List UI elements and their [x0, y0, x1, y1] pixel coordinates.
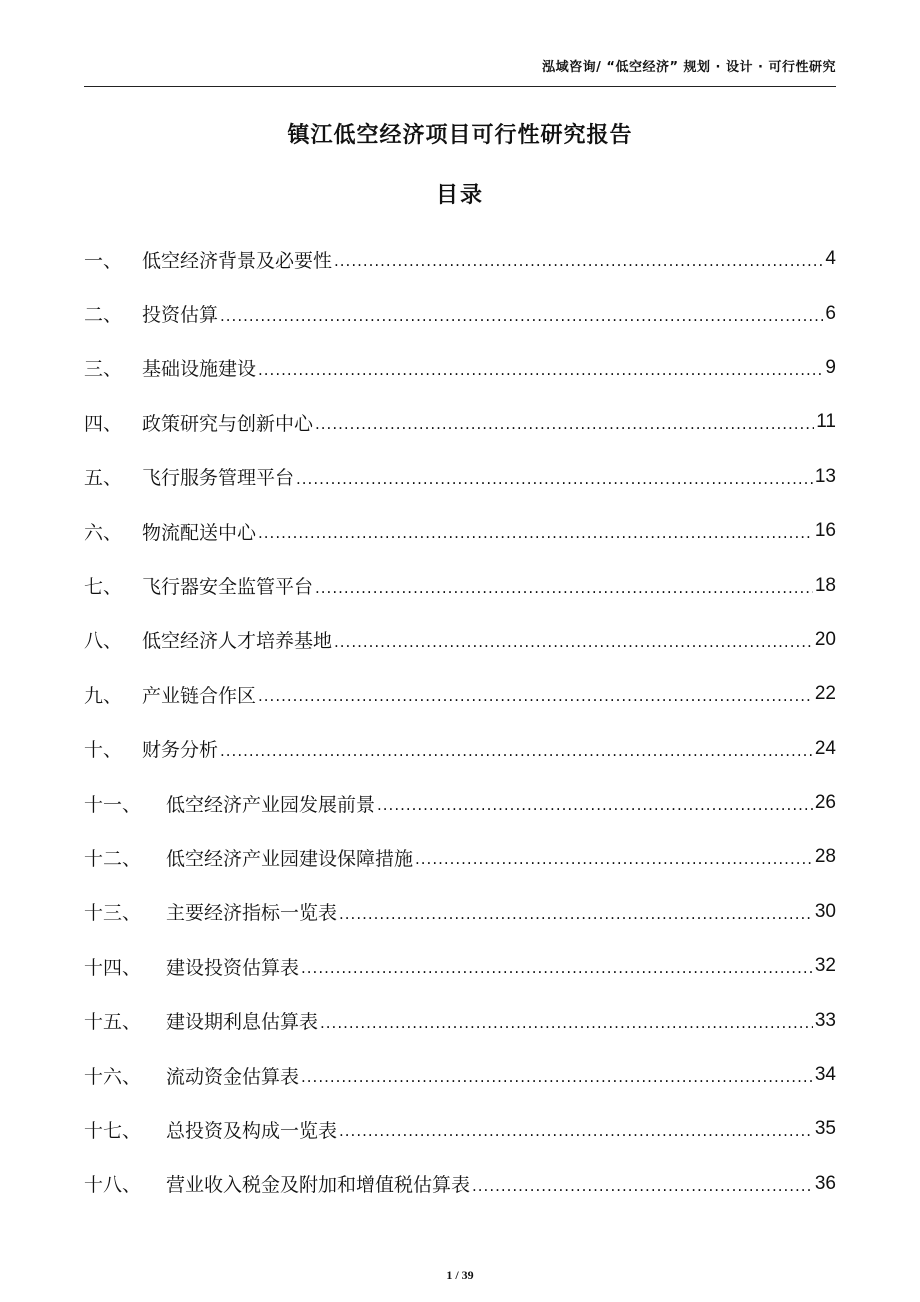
toc-entry-title: 产业链合作区 [142, 684, 257, 707]
toc-leader-dots [415, 850, 813, 868]
toc-entry-title: 财务分析 [142, 739, 219, 762]
toc-leader-dots [315, 579, 813, 597]
toc-entry[interactable] [84, 776, 836, 830]
toc-entry-page: 20 [814, 628, 836, 650]
toc-entry-number: 十一、 [84, 793, 142, 816]
toc-entry-title: 低空经济产业园发展前景 [166, 793, 376, 816]
table-of-contents [84, 232, 836, 1211]
document-title: 镇江低空经济项目可行性研究报告 [287, 123, 633, 148]
toc-entry[interactable] [84, 504, 836, 558]
toc-entry-number: 十六、 [84, 1065, 142, 1088]
toc-entry-page: 16 [814, 520, 836, 542]
toc-entry-number: 十二、 [84, 847, 142, 870]
toc-entry-page: 13 [814, 465, 836, 487]
toc-entry-page: 30 [814, 900, 836, 922]
toc-entry-page: 11 [816, 411, 836, 433]
toc-leader-dots [339, 1122, 813, 1140]
toc-entry-number: 六、 [84, 521, 123, 544]
toc-entry-number: 一、 [84, 249, 123, 272]
toc-entry-page: 22 [814, 683, 836, 705]
toc-entry[interactable] [84, 232, 836, 286]
toc-entry-title: 飞行服务管理平台 [142, 467, 295, 490]
toc-entry[interactable] [84, 667, 836, 721]
toc-entry-page: 35 [814, 1118, 836, 1140]
toc-entry-title: 政策研究与创新中心 [142, 412, 314, 435]
toc-entry-title: 基础设施建设 [142, 358, 257, 381]
toc-entry-page: 33 [814, 1009, 836, 1031]
toc-entry-number: 十三、 [84, 902, 142, 925]
toc-entry-number: 四、 [84, 412, 123, 435]
toc-leader-dots [258, 361, 823, 379]
toc-leader-dots [258, 524, 813, 542]
toc-entry-number: 十五、 [84, 1011, 142, 1034]
toc-entry-title: 低空经济人才培养基地 [142, 630, 333, 653]
toc-entry-title: 物流配送中心 [142, 521, 257, 544]
toc-leader-dots [472, 1177, 813, 1195]
toc-entry-title: 建设投资估算表 [166, 956, 300, 979]
toc-entry-title: 低空经济产业园建设保障措施 [166, 847, 414, 870]
toc-entry-number: 九、 [84, 684, 123, 707]
toc-entry-page: 9 [825, 356, 836, 378]
toc-entry[interactable] [84, 395, 836, 449]
toc-entry-title: 低空经济背景及必要性 [142, 249, 333, 272]
toc-entry-page: 4 [825, 248, 836, 270]
page-header: 泓域咨询/ “低空经济” 规划 · 设计 · 可行性研究 [542, 60, 836, 75]
toc-leader-dots [301, 1068, 813, 1086]
toc-entry[interactable] [84, 993, 836, 1047]
toc-entry[interactable] [84, 1157, 836, 1211]
toc-entry-number: 二、 [84, 304, 123, 327]
toc-entry[interactable] [84, 613, 836, 667]
toc-entry-number: 十七、 [84, 1119, 142, 1142]
toc-entry-title: 主要经济指标一览表 [166, 902, 338, 925]
toc-leader-dots [334, 252, 823, 270]
toc-entry-number: 十、 [84, 739, 123, 762]
toc-entry[interactable] [84, 885, 836, 939]
toc-entry-page: 34 [814, 1064, 836, 1086]
toc-entry-page: 26 [814, 792, 836, 814]
toc-leader-dots [334, 633, 813, 651]
toc-leader-dots [258, 687, 813, 705]
toc-entry-title: 营业收入税金及附加和增值税估算表 [166, 1174, 471, 1197]
toc-heading: 目录 [435, 183, 484, 208]
toc-entry-page: 28 [814, 846, 836, 868]
toc-entry[interactable] [84, 830, 836, 884]
page-number: 1 / 39 [446, 1268, 474, 1282]
toc-entry-page: 18 [814, 574, 836, 596]
toc-entry-page: 6 [825, 302, 836, 324]
toc-entry-title: 流动资金估算表 [166, 1065, 300, 1088]
toc-entry-page: 32 [814, 955, 836, 977]
header-divider [84, 86, 836, 87]
toc-entry[interactable] [84, 939, 836, 993]
toc-entry-number: 八、 [84, 630, 123, 653]
toc-entry[interactable] [84, 450, 836, 504]
toc-leader-dots [220, 742, 813, 760]
toc-entry[interactable] [84, 722, 836, 776]
toc-entry[interactable] [84, 1102, 836, 1156]
toc-entry-number: 十四、 [84, 956, 142, 979]
toc-entry[interactable] [84, 558, 836, 612]
toc-leader-dots [320, 1014, 813, 1032]
toc-entry[interactable] [84, 1048, 836, 1102]
toc-entry[interactable] [84, 341, 836, 395]
toc-leader-dots [296, 470, 813, 488]
toc-entry-title: 建设期利息估算表 [166, 1011, 319, 1034]
toc-entry-title: 投资估算 [142, 304, 219, 327]
toc-leader-dots [301, 959, 813, 977]
toc-entry-number: 十八、 [84, 1174, 142, 1197]
toc-entry-number: 七、 [84, 576, 123, 599]
toc-leader-dots [339, 905, 813, 923]
toc-entry-title: 总投资及构成一览表 [166, 1119, 338, 1142]
toc-entry-number: 五、 [84, 467, 123, 490]
toc-entry-page: 36 [814, 1172, 836, 1194]
toc-leader-dots [377, 796, 813, 814]
toc-entry-page: 24 [814, 737, 836, 759]
toc-entry[interactable] [84, 286, 836, 340]
toc-leader-dots [220, 307, 823, 325]
toc-leader-dots [315, 415, 814, 433]
toc-entry-number: 三、 [84, 358, 123, 381]
toc-entry-title: 飞行器安全监管平台 [142, 576, 314, 599]
